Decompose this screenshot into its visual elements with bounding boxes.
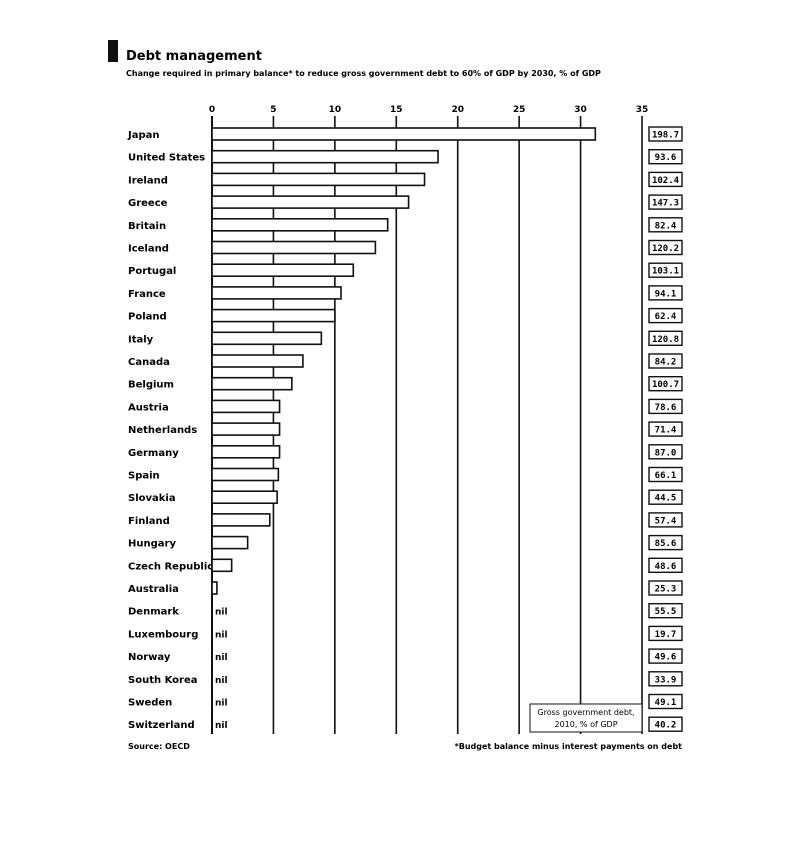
debt-value: 84.2 (654, 357, 677, 368)
bar (212, 332, 321, 344)
value-label: nil (215, 653, 228, 664)
x-tick-label: 30 (574, 105, 587, 115)
category-label: Spain (128, 470, 160, 482)
debt-value: 66.1 (654, 471, 677, 481)
value-label: nil (215, 721, 228, 732)
value-label: nil (215, 630, 228, 641)
x-tick-label: 10 (328, 105, 342, 115)
debt-value: 85.6 (654, 539, 677, 550)
value-label: nil (215, 607, 228, 618)
callout-box (530, 704, 642, 732)
debt-value: 33.9 (654, 675, 677, 686)
debt-value: 71.4 (654, 425, 677, 436)
callout-line-2: 2010, % of GDP (554, 720, 618, 729)
debt-value: 44.5 (654, 493, 677, 504)
debt-value: 87.0 (654, 448, 677, 459)
debt-value: 62.4 (654, 312, 677, 323)
bar (212, 378, 292, 390)
category-label: Greece (128, 198, 168, 210)
debt-value: 103.1 (651, 266, 680, 277)
debt-value: 55.5 (654, 607, 677, 618)
debt-value: 120.8 (651, 334, 680, 345)
debt-value: 147.3 (651, 198, 680, 209)
debt-value: 49.1 (654, 698, 677, 708)
chart-title: Debt management (126, 49, 262, 64)
bar (212, 400, 280, 412)
category-label: Ireland (128, 175, 168, 187)
bar (212, 446, 280, 458)
value-label: nil (215, 698, 228, 709)
debt-value: 19.7 (654, 629, 677, 640)
debt-value: 48.6 (654, 561, 677, 572)
category-label: Denmark (128, 606, 179, 618)
gross-debt-column (649, 127, 682, 731)
category-label: Czech Republic (128, 561, 214, 573)
bars (212, 128, 595, 594)
x-tick-label: 35 (635, 105, 649, 115)
x-tick-label: 0 (208, 105, 216, 115)
category-label: Italy (128, 334, 154, 346)
x-tick-labels (209, 105, 648, 115)
category-label: Austria (128, 402, 169, 414)
category-labels (127, 130, 213, 731)
category-label: Netherlands (128, 425, 198, 437)
category-label: Iceland (128, 243, 169, 255)
debt-value: 49.6 (654, 652, 677, 663)
category-label: Australia (128, 584, 179, 595)
title-marker (108, 40, 118, 62)
x-tick-label: 5 (270, 105, 277, 115)
x-tick-label: 20 (451, 105, 464, 115)
bar (212, 469, 278, 481)
category-label: South Korea (128, 674, 198, 686)
bar (212, 491, 277, 503)
bar (212, 128, 595, 140)
bar (212, 537, 248, 549)
bar (212, 559, 232, 571)
debt-value: 100.7 (651, 380, 680, 391)
category-label: Norway (128, 652, 171, 664)
bar (212, 287, 341, 299)
category-label: Poland (128, 311, 167, 323)
category-label: Germany (128, 447, 179, 459)
debt-value: 40.2 (654, 720, 677, 731)
category-label: Switzerland (128, 720, 195, 732)
debt-value: 78.6 (654, 402, 677, 413)
bar (212, 264, 353, 276)
x-tick-label: 25 (512, 105, 526, 115)
source-note: Source: OECD (128, 742, 190, 751)
category-label: Belgium (128, 379, 174, 391)
chart-subtitle: Change required in primary balance* to reduce gross government debt to 60% of GDP by 2030, % of GDP (126, 69, 601, 78)
bar (212, 310, 335, 322)
bar (212, 219, 388, 231)
category-label: Canada (128, 357, 170, 368)
bar (212, 582, 217, 594)
value-label: nil (215, 675, 228, 686)
bar (212, 423, 280, 435)
category-label: Slovakia (128, 493, 176, 505)
debt-value: 82.4 (654, 221, 677, 232)
debt-value: 94.1 (654, 289, 677, 300)
debt-value: 57.4 (654, 516, 677, 527)
category-label: Britain (128, 220, 167, 232)
bar (212, 173, 425, 185)
footnote: *Budget balance minus interest payments on debt (454, 742, 682, 751)
bar (212, 151, 438, 163)
category-label: Sweden (128, 697, 173, 709)
value-labels (215, 608, 228, 732)
category-label: Luxembourg (128, 629, 199, 641)
bar (212, 196, 409, 208)
category-label: Portugal (128, 266, 177, 278)
bar (212, 355, 303, 367)
category-label: Finland (128, 515, 170, 527)
category-label: Hungary (128, 538, 176, 550)
bar (212, 514, 270, 526)
debt-value: 120.2 (651, 244, 680, 254)
debt-value: 102.4 (651, 175, 680, 186)
category-label: United States (128, 152, 206, 164)
debt-value: 25.3 (654, 584, 677, 595)
callout-line-1: Gross government debt, (537, 708, 635, 717)
x-tick-label: 15 (390, 105, 403, 115)
category-label: Japan (128, 130, 160, 141)
debt-value: 93.6 (654, 153, 677, 164)
bar (212, 242, 375, 254)
debt-value: 198.7 (651, 130, 680, 141)
category-label: France (128, 288, 166, 300)
